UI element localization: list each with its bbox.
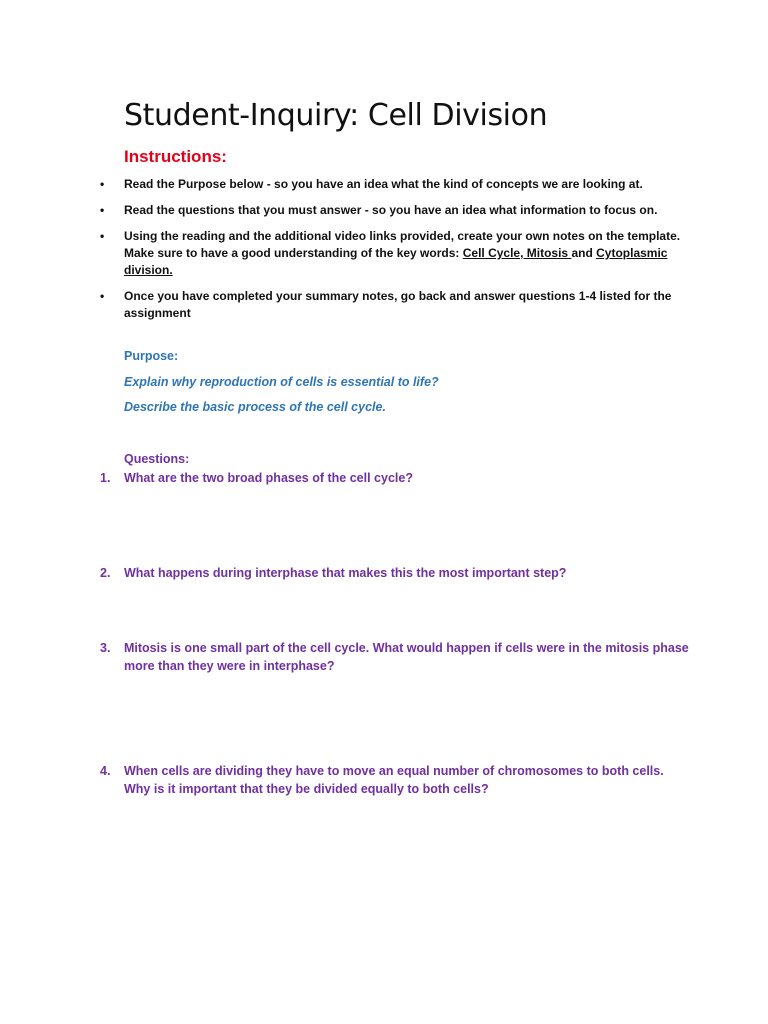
bullet-icon: •	[100, 229, 105, 243]
question-text: When cells are dividing they have to move an equal number of chromosomes to both cells. Why is it important that they be divided equally to both cells?	[124, 764, 664, 796]
page-title: Student-Inquiry: Cell Division	[124, 98, 548, 133]
question-number: 3.	[100, 641, 111, 655]
purpose-line: Explain why reproduction of cells is essential to life?	[124, 375, 439, 389]
instruction-item	[100, 288, 690, 322]
question-text: Mitosis is one small part of the cell cycle. What would happen if cells were in the mitosis phase more than they were in interphase?	[124, 641, 689, 673]
bullet-icon: •	[100, 203, 105, 217]
question-number: 1.	[100, 471, 111, 485]
question-text: What happens during interphase that makes this the most important step?	[124, 566, 567, 580]
instructions-heading: Instructions:	[124, 147, 227, 166]
keyword-cytoplasmic-division: Cytoplasmic division.	[124, 246, 668, 277]
instruction-item	[100, 228, 690, 279]
purpose-line: Describe the basic process of the cell cycle.	[124, 400, 386, 414]
instruction-item	[100, 176, 690, 193]
question-item	[100, 762, 690, 798]
keyword-cell-cycle-mitosis: Cell Cycle, Mitosis	[462, 246, 572, 260]
question-item	[100, 564, 690, 582]
instruction-text: Once you have completed your summary notes, go back and answer questions 1-4 listed for the assignment	[124, 289, 672, 320]
purpose-heading: Purpose:	[124, 349, 179, 363]
question-number: 2.	[100, 566, 111, 580]
question-text: What are the two broad phases of the cell cycle?	[124, 471, 413, 485]
bullet-icon: •	[100, 177, 105, 191]
question-item	[100, 639, 690, 675]
questions-heading: Questions:	[124, 452, 190, 466]
bullet-icon: •	[100, 289, 105, 303]
question-number: 4.	[100, 764, 111, 778]
question-item	[100, 469, 690, 487]
instruction-text: Read the Purpose below - so you have an idea what the kind of concepts we are looking at.	[124, 177, 643, 191]
instructions-list	[100, 176, 690, 331]
instruction-text: Using the reading and the additional video links provided, create your own notes on the template. Make sure to have a good understanding of the key words:	[124, 229, 681, 260]
instruction-item	[100, 202, 690, 219]
instruction-text-and: and	[571, 246, 597, 260]
instruction-text: Read the questions that you must answer - so you have an idea what information to focus on.	[124, 203, 658, 217]
